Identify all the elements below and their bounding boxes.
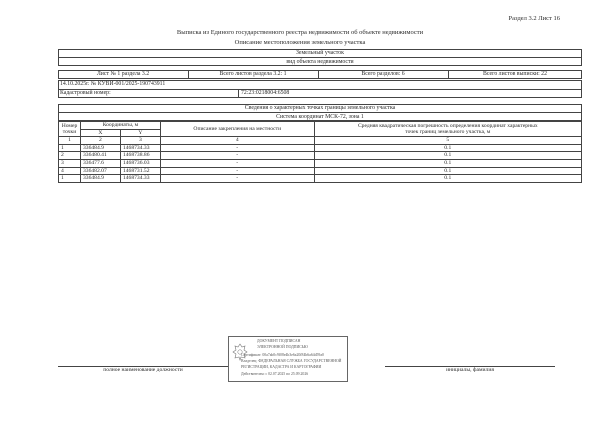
stamp-line: ДОКУМЕНТ ПОДПИСАН — [257, 339, 301, 343]
header-coordinates: Координаты, м — [80, 122, 160, 130]
column-number: 2 — [80, 137, 120, 145]
error-value: 0.1 — [314, 175, 581, 183]
page-number: Раздел 3.2 Лист 16 — [508, 15, 560, 22]
header-error: Средняя квадратическая погрешность определения координат характерных точек границ земельного участка, м — [314, 122, 581, 137]
x-value: 336484.9 — [80, 175, 120, 183]
y-value: 1468734.33 — [120, 175, 160, 183]
header-x: X — [80, 129, 120, 137]
total-sheets-extract: Всего листов выписки: 22 — [483, 71, 547, 77]
x-value: 336480.41 — [80, 152, 120, 160]
header-point-number: Номер точки — [59, 122, 81, 137]
y-value: 1468738.86 — [120, 152, 160, 160]
y-value: 1468736.03 — [120, 159, 160, 167]
description-value: - — [160, 167, 314, 175]
total-sheets-section: Всего листов раздела 3.2: 1 — [219, 71, 287, 77]
error-value: 0.1 — [314, 167, 581, 175]
y-value: 1468734.33 — [120, 144, 160, 152]
object-type: Земельный участок — [296, 50, 344, 56]
error-value: 0.1 — [314, 152, 581, 160]
error-value: 0.1 — [314, 159, 581, 167]
header-y: Y — [120, 129, 160, 137]
column-number: 1 — [59, 137, 81, 145]
column-number: 4 — [160, 137, 314, 145]
name-label: инициалы, фамилия — [446, 367, 494, 373]
coordinates-table — [58, 121, 582, 183]
column-number: 5 — [314, 137, 581, 145]
cadastral-number: 72:23:0218004:6508 — [241, 90, 290, 96]
x-value: 336484.9 — [80, 144, 120, 152]
table-row — [59, 144, 582, 152]
y-value: 1468731.52 — [120, 167, 160, 175]
x-value: 336477.6 — [80, 159, 120, 167]
point-number: 3 — [59, 159, 81, 167]
description-value: - — [160, 152, 314, 160]
point-number: 4 — [59, 167, 81, 175]
description-value: - — [160, 159, 314, 167]
table-row — [59, 152, 582, 160]
document-title: Выписка из Единого государственного реестра недвижимости об объекте недвижимости — [176, 29, 424, 36]
description-value: - — [160, 144, 314, 152]
table-row — [59, 159, 582, 167]
stamp-line: Владелец: ФЕДЕРАЛЬНАЯ СЛУЖБА ГОСУДАРСТВЕННОЙ — [241, 359, 342, 363]
point-number: 1 — [59, 175, 81, 183]
position-label: полное наименование должности — [103, 367, 183, 373]
table-row — [59, 175, 582, 183]
cadastral-label: Кадастровый номер: — [60, 90, 111, 96]
description-value: - — [160, 175, 314, 183]
document-subtitle: Описание местоположения земельного участка — [234, 39, 366, 46]
header-description: Описание закрепления на местности — [160, 122, 314, 137]
table-row — [59, 167, 582, 175]
date-number: 14.10.2025г. № КУВИ-001/2025-190743911 — [60, 81, 166, 87]
electronic-signature-stamp — [228, 336, 348, 382]
sheet-number: Лист № 1 раздела 3.2 — [96, 71, 150, 77]
total-sections: Всего разделов: 6 — [361, 71, 405, 77]
table-header-row — [59, 122, 582, 130]
x-value: 336482.07 — [80, 167, 120, 175]
section-title: Сведения о характерных точках границы земельного участка — [244, 105, 396, 111]
stamp-line: Сертификат: 00a7ab0c9f08e4b3e6a20f84b6a64d59a0 — [241, 353, 324, 357]
point-number: 2 — [59, 152, 81, 160]
stamp-line: ЭЛЕКТРОННОЙ ПОДПИСЬЮ — [257, 345, 308, 349]
point-number: 1 — [59, 144, 81, 152]
object-type-note: вид объекта недвижимости — [286, 58, 354, 65]
table-column-numbers — [59, 137, 582, 145]
column-number: 3 — [120, 137, 160, 145]
stamp-line: РЕГИСТРАЦИИ, КАДАСТРА И КАРТОГРАФИИ — [241, 365, 322, 369]
error-value: 0.1 — [314, 144, 581, 152]
coordinate-system: Система координат МСК-72, зона 1 — [276, 113, 364, 120]
stamp-line: Действителен: с 02.07.2025 по 25.09.2026 — [241, 372, 309, 376]
